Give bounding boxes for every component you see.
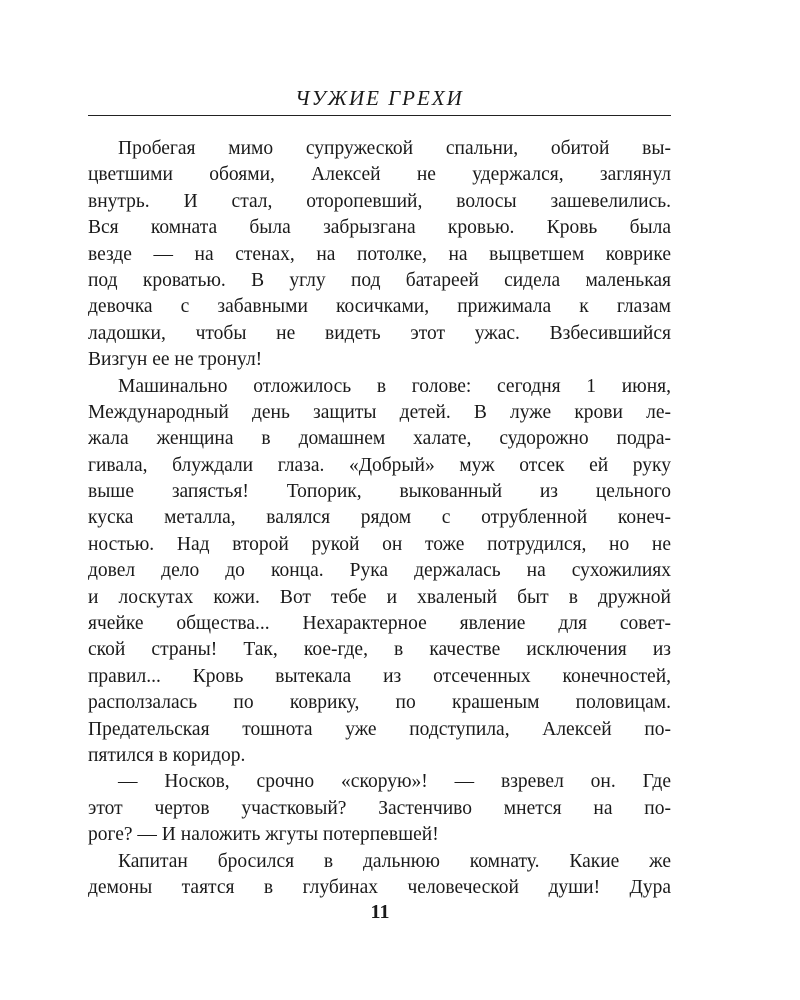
text-line: Визгун ее не тронул! (88, 349, 263, 371)
text-line: гивала, блуждали глаза. «Добрый» муж отсек ей руку (88, 454, 671, 476)
text-line: куска металла, валялся рядом с отрубленной конеч- (88, 507, 671, 529)
text-line: жала женщина в домашнем халате, судорожно подра- (88, 428, 671, 450)
text-line: Пробегая мимо супружеской спальни, обитой вы- (118, 138, 671, 159)
text-line: выше запястья! Топорик, выкованный из цельного (88, 481, 671, 503)
text-line: довел дело до конца. Рука держалась на сухожилиях (88, 560, 671, 582)
text-line: девочка с забавными косичками, прижимала к глазам (88, 296, 671, 318)
body-text (88, 136, 671, 901)
text-line: цветшими обоями, Алексей не удержался, заглянул (88, 164, 671, 186)
text-line: расползалась по коврику, по крашеным половицам. (88, 692, 671, 714)
text-line: ладошки, чтобы не видеть этот ужас. Взбесившийся (88, 322, 671, 344)
text-line: под кроватью. В углу под батареей сидела маленькая (88, 269, 671, 291)
header-rule (88, 115, 671, 116)
running-header-title: ЧУЖИЕ ГРЕХИ (295, 86, 464, 110)
text-line: ской страны! Так, кое-где, в качестве исключения из (88, 639, 671, 661)
text-line: роге? — И наложить жгуты потерпевшей! (88, 824, 439, 846)
page-number: 11 (370, 901, 390, 923)
text-line: — Носков, срочно «скорую»! — взревел он. Где (118, 771, 671, 793)
text-line: правил... Кровь вытекала из отсеченных конечностей, (88, 665, 671, 687)
text-line: пятился в коридор. (88, 744, 246, 766)
text-line: везде — на стенах, на потолке, на выцветшем коврике (88, 243, 671, 265)
text-line: Международный день защиты детей. В луже крови ле- (88, 401, 671, 423)
text-line: демоны таятся в глубинах человеческой души! Дура (88, 876, 671, 898)
text-line: Машинально отложилось в голове: сегодня 1 июня, (118, 375, 671, 397)
text-line: ностью. Над второй рукой он тоже потрудился, но не (88, 533, 671, 555)
text-line: Предательская тошнота уже подступила, Алексей по- (88, 718, 671, 740)
text-line: Капитан бросился в дальнюю комнату. Какие же (118, 850, 671, 872)
text-line: ячейке общества... Нехарактерное явление для совет- (88, 613, 671, 635)
text-line: и лоскутах кожи. Вот тебе и хваленый быт в дружной (88, 586, 671, 608)
text-line: внутрь. И стал, оторопевший, волосы зашевелились. (88, 190, 671, 212)
text-line: этот чертов участковый? Застенчиво мнется на по- (88, 797, 671, 819)
text-line: Вся комната была забрызгана кровью. Кровь была (88, 217, 671, 239)
